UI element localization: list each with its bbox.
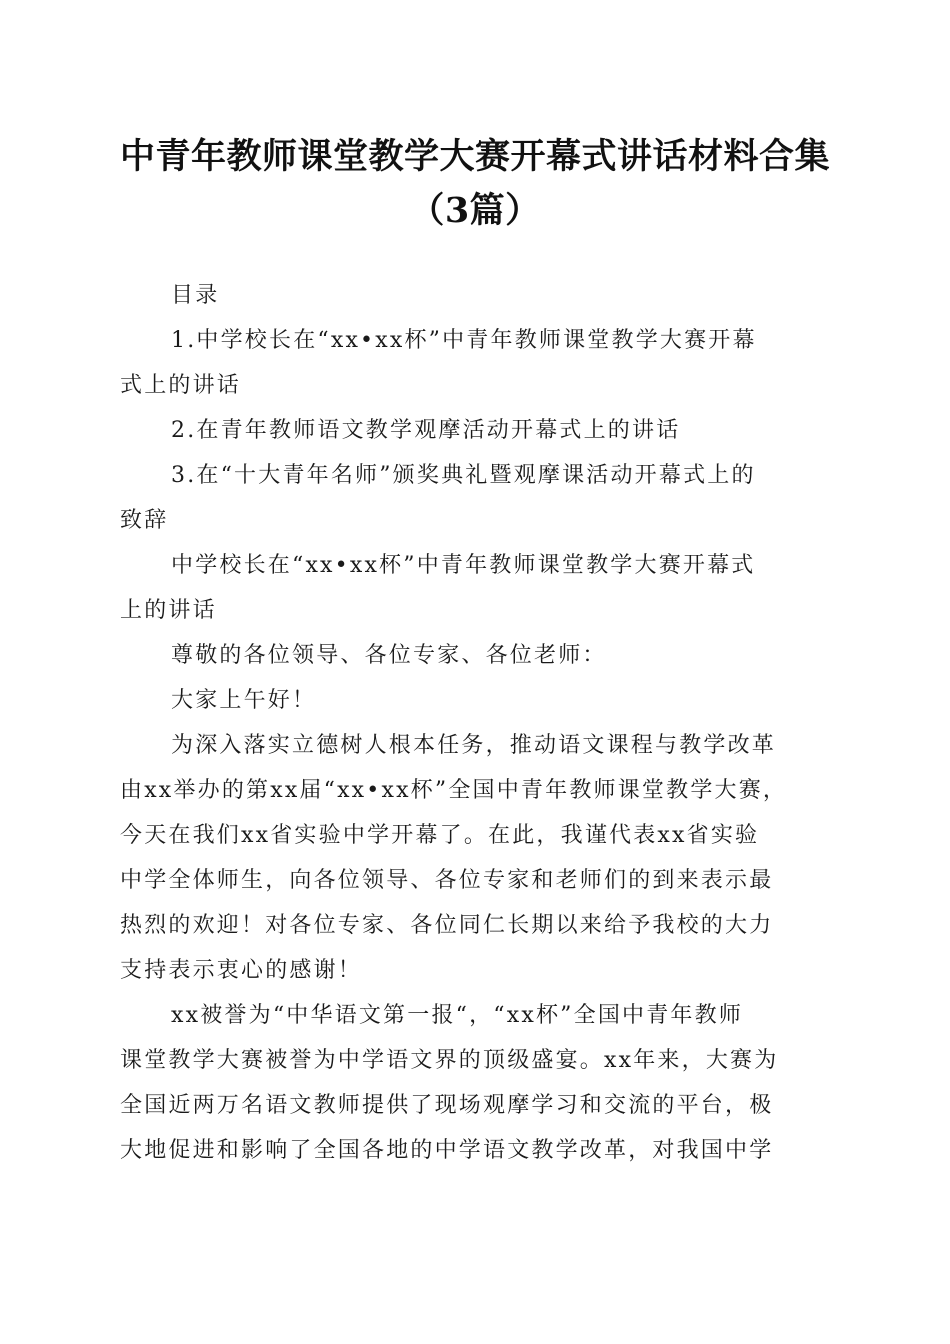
document-title xyxy=(100,130,850,238)
speech-title-line-2: 上的讲话 xyxy=(120,598,217,623)
paragraph-2-line: 大地促进和影响了全国各地的中学语文教学改革，对我国中学 xyxy=(120,1138,774,1163)
paragraph-1-line: 由xx举办的第xx届“xx•xx杯”全国中青年教师课堂教学大赛， xyxy=(120,778,788,803)
title-line-2: （3篇） xyxy=(409,190,541,231)
toc-item-1-line-2: 式上的讲话 xyxy=(120,373,242,398)
speech-title xyxy=(120,543,825,633)
toc-heading-text: 目录 xyxy=(171,283,220,308)
toc-item-3-line-2: 致辞 xyxy=(120,508,169,533)
paragraph-2-line: 课堂教学大赛被誉为中学语文界的顶级盛宴。xx年来，大赛为 xyxy=(120,1048,779,1073)
paragraph-1-line: 今天在我们xx省实验中学开幕了。在此，我谨代表xx省实验 xyxy=(120,823,760,848)
paragraph-2-line: xx被誉为“中华语文第一报“，“xx杯”全国中青年教师 xyxy=(171,1003,744,1028)
toc-item-2 xyxy=(120,408,825,453)
toc-item-3-line-1: 3.在“十大青年名师”颁奖典礼暨观摩课活动开幕式上的 xyxy=(171,463,756,488)
toc-item-3 xyxy=(120,453,825,543)
paragraph-1-line: 为深入落实立德树人根本任务，推动语文课程与教学改革 xyxy=(171,733,777,758)
toc-item-1-line-1: 1.中学校长在“xx•xx杯”中青年教师课堂教学大赛开幕 xyxy=(171,328,757,353)
paragraph-2-line: 全国近两万名语文教师提供了现场观摩学习和交流的平台，极 xyxy=(120,1093,774,1118)
document-body xyxy=(120,273,825,1173)
greeting xyxy=(120,678,825,723)
paragraph-1-line: 热烈的欢迎！对各位专家、各位同仁长期以来给予我校的大力 xyxy=(120,913,774,938)
salutation-text: 尊敬的各位领导、各位专家、各位老师： xyxy=(171,643,607,668)
title-line-1: 中青年教师课堂教学大赛开幕式讲话材料合集 xyxy=(119,136,830,177)
paragraph-1-line: 中学全体师生，向各位领导、各位专家和老师们的到来表示最 xyxy=(120,868,774,893)
salutation xyxy=(120,633,825,678)
paragraph-2 xyxy=(120,993,825,1173)
toc-item-1 xyxy=(120,318,825,408)
paragraph-1-line: 支持表示衷心的感谢！ xyxy=(120,958,363,983)
speech-title-line-1: 中学校长在“xx•xx杯”中青年教师课堂教学大赛开幕式 xyxy=(171,553,756,578)
greeting-text: 大家上午好！ xyxy=(171,688,317,713)
paragraph-1 xyxy=(120,723,825,993)
toc-item-2-line-1: 2.在青年教师语文教学观摩活动开幕式上的讲话 xyxy=(171,418,681,443)
toc-heading xyxy=(120,273,825,318)
